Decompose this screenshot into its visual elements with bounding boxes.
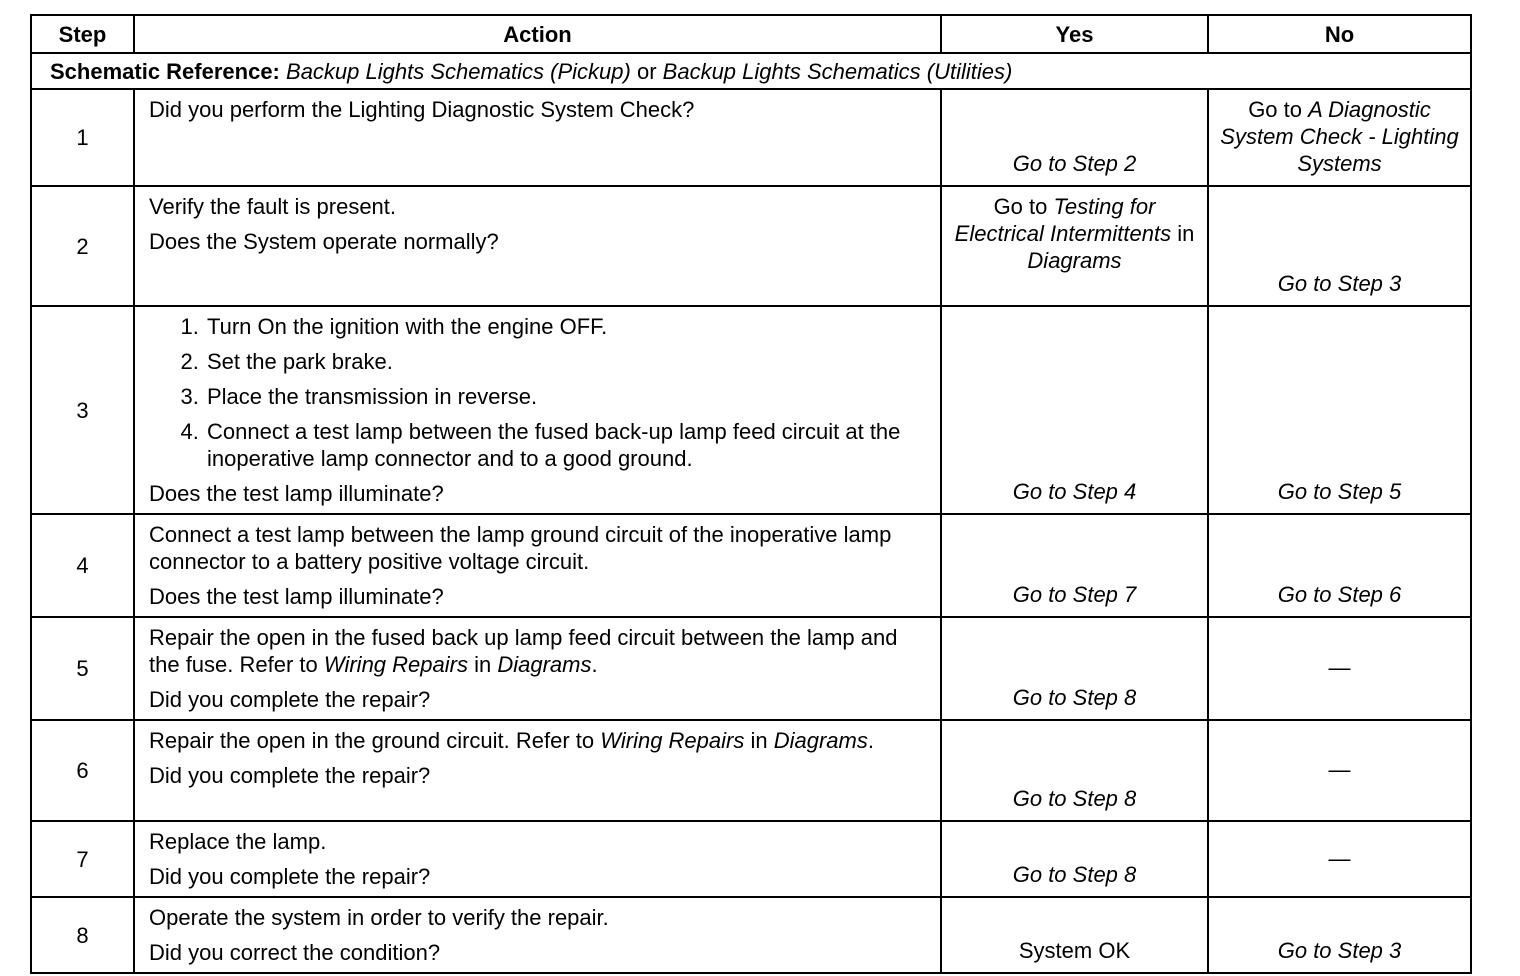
- yes-reference-diagrams: Diagrams: [1027, 248, 1122, 273]
- action-cell: [134, 89, 941, 186]
- action-text-mid: in: [474, 652, 492, 677]
- diagnostic-table-container: [30, 14, 1470, 974]
- yes-prefix: Go to: [993, 194, 1048, 219]
- schematic-reference-cell: [31, 53, 1471, 89]
- action-cell: [134, 720, 941, 821]
- no-cell: —: [1208, 821, 1471, 897]
- action-question: Does the System operate normally?: [149, 229, 499, 254]
- action-cell: [134, 897, 941, 973]
- table-row-step-6: [31, 720, 1471, 821]
- action-text: Operate the system in order to verify the repair.: [149, 905, 609, 930]
- diagrams-reference: Diagrams: [497, 652, 592, 677]
- header-row: [31, 15, 1471, 53]
- action-text-end: .: [867, 728, 874, 753]
- yes-cell: [941, 186, 1208, 306]
- diagrams-reference: Diagrams: [773, 728, 868, 753]
- action-cell: [134, 617, 941, 720]
- action-text: Connect a test lamp between the lamp ground circuit of the inoperative lamp connector to a battery positive voltage circuit.: [149, 522, 892, 574]
- action-text-mid: in: [750, 728, 768, 753]
- wiring-repairs-reference: Wiring Repairs: [600, 728, 745, 753]
- yes-cell: Go to Step 8: [941, 821, 1208, 897]
- yes-cell: Go to Step 2: [941, 89, 1208, 186]
- table-row-step-1: [31, 89, 1471, 186]
- step-number: 2: [31, 186, 134, 306]
- table-row-step-3: [31, 306, 1471, 514]
- no-cell: Go to Step 3: [1208, 897, 1471, 973]
- action-cell: [134, 821, 941, 897]
- no-cell: Go to Step 5: [1208, 306, 1471, 514]
- yes-cell: Go to Step 8: [941, 617, 1208, 720]
- action-text-main: Repair the open in the ground circuit. Refer to: [149, 728, 595, 753]
- action-text-main: Repair the open in the fused back up lamp feed circuit between the lamp and the fuse. Refer to: [149, 625, 898, 677]
- diagnostic-table: [30, 14, 1472, 974]
- no-cell: [1208, 89, 1471, 186]
- action-text: [149, 624, 930, 678]
- list-item: 2. Set the park brake.: [205, 348, 930, 375]
- header-action: Action: [134, 15, 941, 53]
- no-cell: —: [1208, 617, 1471, 720]
- step-number: 8: [31, 897, 134, 973]
- list-item: 1. Turn On the ignition with the engine OFF.: [205, 313, 930, 340]
- action-list: [149, 313, 930, 472]
- schematic-reference-label: Schematic Reference:: [50, 58, 280, 84]
- no-reference: A Diagnostic System Check - Lighting Systems: [1220, 97, 1459, 176]
- step-number: 1: [31, 89, 134, 186]
- no-prefix: Go to: [1248, 97, 1302, 122]
- action-question: Does the test lamp illuminate?: [149, 481, 444, 506]
- header-yes: Yes: [941, 15, 1208, 53]
- table-row-step-5: [31, 617, 1471, 720]
- yes-cell: Go to Step 8: [941, 720, 1208, 821]
- table-row-step-7: [31, 821, 1471, 897]
- step-number: 7: [31, 821, 134, 897]
- yes-cell: Go to Step 4: [941, 306, 1208, 514]
- step-number: 5: [31, 617, 134, 720]
- action-question: Did you complete the repair?: [149, 864, 431, 889]
- action-text: Did you perform the Lighting Diagnostic System Check?: [149, 97, 695, 122]
- action-cell: [134, 306, 941, 514]
- action-question: Did you correct the condition?: [149, 940, 441, 965]
- no-cell: Go to Step 6: [1208, 514, 1471, 617]
- no-cell: —: [1208, 720, 1471, 821]
- table-row-step-4: [31, 514, 1471, 617]
- no-cell: Go to Step 3: [1208, 186, 1471, 306]
- action-text-end: .: [591, 652, 598, 677]
- action-question: Did you complete the repair?: [149, 687, 431, 712]
- action-text: Verify the fault is present.: [149, 194, 397, 219]
- list-item: 3. Place the transmission in reverse.: [205, 383, 930, 410]
- table-row-step-2: [31, 186, 1471, 306]
- step-number: 4: [31, 514, 134, 617]
- schematic-reference-connector: or: [636, 58, 657, 84]
- wiring-repairs-reference: Wiring Repairs: [323, 652, 468, 677]
- yes-cell: Go to Step 7: [941, 514, 1208, 617]
- action-question: Does the test lamp illuminate?: [149, 584, 444, 609]
- step-number: 6: [31, 720, 134, 821]
- yes-cell: System OK: [941, 897, 1208, 973]
- header-no: No: [1208, 15, 1471, 53]
- schematic-reference-utilities: Backup Lights Schematics (Utilities): [662, 58, 1013, 84]
- action-cell: [134, 514, 941, 617]
- yes-reference: Testing for Electrical Intermittents: [954, 194, 1172, 246]
- step-number: 3: [31, 306, 134, 514]
- action-text: [149, 727, 930, 754]
- table-row-step-8: [31, 897, 1471, 973]
- header-step: Step: [31, 15, 134, 53]
- schematic-reference-pickup: Backup Lights Schematics (Pickup): [286, 58, 631, 84]
- schematic-reference-row: [31, 53, 1471, 89]
- action-cell: [134, 186, 941, 306]
- list-item: 4. Connect a test lamp between the fused back-up lamp feed circuit at the inoperative lamp connector and to a good ground.: [205, 418, 930, 472]
- action-text: Replace the lamp.: [149, 829, 327, 854]
- yes-mid: in: [1177, 221, 1195, 246]
- action-question: Did you complete the repair?: [149, 763, 431, 788]
